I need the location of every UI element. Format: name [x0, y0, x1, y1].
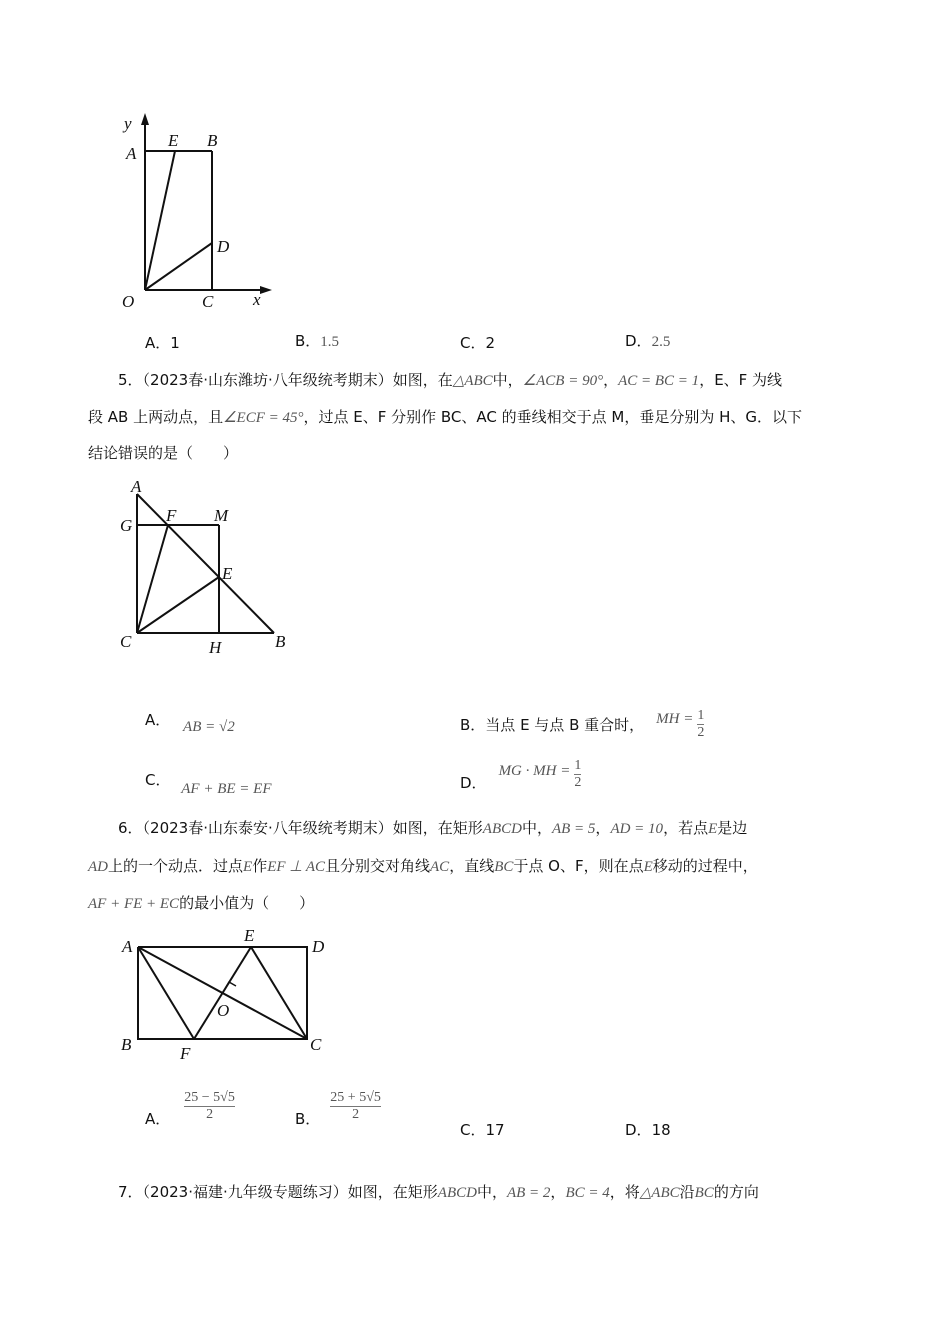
numerator: 1: [697, 708, 705, 723]
text: ，: [550, 1183, 566, 1201]
y-axis-arrow: [141, 113, 149, 125]
text: ，: [595, 819, 611, 837]
label-a: A: [126, 144, 137, 163]
math-lhs: MG · MH =: [498, 762, 571, 779]
text: 中，: [476, 1183, 507, 1201]
math-triangle: △ABC: [452, 373, 493, 389]
segment-od: [145, 243, 212, 290]
q5-option-a[interactable]: [145, 710, 235, 735]
question-number: 5．: [118, 371, 143, 389]
q4-option-b[interactable]: [295, 331, 339, 352]
figure-q4-coordinate-diagram: [100, 105, 300, 315]
q5-option-b[interactable]: [460, 708, 704, 741]
fraction: [574, 758, 581, 791]
figure-q5-triangle-diagram: [110, 475, 310, 660]
fraction: [330, 1090, 381, 1123]
label-y: y: [124, 114, 132, 133]
option-value: 2.5: [651, 334, 671, 350]
label-f: F: [180, 1044, 191, 1063]
numerator: 1: [574, 758, 582, 773]
option-value: 1: [170, 334, 180, 352]
q4-option-a[interactable]: [145, 333, 180, 353]
question-number: 6．: [118, 819, 143, 837]
fraction: [184, 1090, 235, 1123]
math-angle: ∠ACB = 90°: [522, 373, 604, 389]
label-g: G: [120, 516, 133, 535]
q6-line-1: [118, 818, 747, 839]
label-x: x: [253, 290, 261, 309]
math-rect: ABCD: [482, 821, 522, 837]
option-label: C．: [460, 334, 486, 352]
segment-af: [138, 947, 194, 1039]
segment-oe: [145, 151, 175, 290]
label-h: H: [209, 638, 222, 657]
math-lhs: MH =: [656, 710, 694, 727]
label-c: C: [310, 1035, 322, 1054]
math: BC: [494, 859, 514, 875]
math: AD: [88, 859, 108, 875]
option-label: C．: [145, 771, 171, 789]
label-b: B: [207, 131, 218, 150]
text: 结论错误的是（ ）: [88, 444, 239, 462]
text: 如图，在: [392, 371, 453, 389]
denominator: 2: [574, 775, 582, 790]
text: 是边: [717, 819, 748, 837]
label-m: M: [214, 506, 229, 525]
math: E: [243, 859, 253, 875]
label-b: B: [121, 1035, 132, 1054]
option-value: AF + BE = EF: [181, 781, 272, 797]
option-label: C．: [460, 1121, 486, 1139]
text: 沿: [679, 1183, 695, 1201]
text: ，: [603, 371, 619, 389]
option-value: 17: [485, 1121, 505, 1139]
question-source: （2023·福建·九年级专题练习）: [142, 1183, 348, 1201]
label-e: E: [222, 564, 233, 583]
math: EF ⊥ AC: [267, 859, 325, 875]
option-label: A．: [145, 1110, 171, 1128]
text: 如图，在矩形: [347, 1183, 438, 1201]
denominator: 2: [352, 1107, 360, 1122]
math-angle: ∠ECF = 45°: [223, 410, 304, 426]
option-label: B．: [295, 1110, 321, 1128]
text: 中，: [521, 819, 552, 837]
q5-line-1: [118, 370, 782, 391]
option-label: D．: [460, 773, 487, 792]
text: 且分别交对角线: [325, 857, 431, 875]
text: 上的一个动点．过点: [108, 857, 244, 875]
text: 如图，在矩形: [392, 819, 483, 837]
label-d: D: [312, 937, 325, 956]
q7-line-1: [118, 1182, 759, 1203]
math-ab: AB = 2: [506, 1185, 551, 1201]
text: ，E、F 为线: [699, 371, 783, 389]
math-e: E: [708, 821, 718, 837]
text: 移动的过程中，: [652, 857, 758, 875]
text: 于点 O、F，则在点: [513, 857, 644, 875]
math: AF + FE + EC: [88, 896, 180, 912]
q6-option-c[interactable]: [460, 1120, 505, 1140]
option-label: B．: [295, 332, 321, 350]
question-source: （2023春·山东泰安·八年级统考期末）: [142, 819, 393, 837]
option-label: A．: [145, 334, 171, 352]
option-label: D．: [625, 1121, 652, 1139]
text: ，过点 E、F 分别作 BC、AC 的垂线相交于点 M，垂足分别为 H、G．以下: [303, 408, 803, 426]
question-number: 7．: [118, 1183, 143, 1201]
option-label: A．: [145, 711, 171, 729]
label-o: O: [122, 292, 135, 311]
label-c: C: [120, 632, 132, 651]
text: 中，: [492, 371, 523, 389]
segment-ec: [251, 947, 307, 1039]
question-source: （2023春·山东潍坊·八年级统考期末）: [142, 371, 393, 389]
q6-line-2: [88, 856, 758, 877]
q5-option-d[interactable]: [460, 758, 581, 791]
label-e: E: [168, 131, 179, 150]
numerator: 25 − 5√5: [184, 1090, 235, 1105]
label-a: A: [122, 937, 133, 956]
text: ，将: [609, 1183, 640, 1201]
segment-cf: [137, 525, 168, 633]
text: ，直线: [449, 857, 495, 875]
option-value: 2: [485, 334, 496, 352]
q4-option-c[interactable]: [460, 333, 495, 353]
option-value: AB = √2: [183, 719, 235, 735]
q5-line-3: [88, 443, 238, 463]
option-label: B．: [460, 715, 486, 734]
label-c: C: [202, 292, 214, 311]
q6-line-3: [88, 893, 314, 914]
label-o: O: [217, 1001, 230, 1020]
math-rect: ABCD: [437, 1185, 477, 1201]
math-equation: AC = BC = 1: [618, 373, 700, 389]
math-ab: AB = 5: [551, 821, 596, 837]
option-label: D．: [625, 332, 652, 350]
text: ，若点: [663, 819, 709, 837]
q5-line-2: [88, 407, 802, 428]
q5-option-c[interactable]: [145, 770, 272, 797]
denominator: 2: [206, 1107, 214, 1122]
label-b: B: [275, 632, 286, 651]
math-triangle: △ABC: [639, 1185, 680, 1201]
q6-option-a[interactable]: [145, 1090, 235, 1129]
option-text: 当点 E 与点 B 重合时，: [485, 715, 645, 734]
math-bc: BC: [694, 1185, 714, 1201]
math-ad: AD = 10: [610, 821, 664, 837]
q6-option-d[interactable]: [625, 1120, 671, 1140]
option-value: 1.5: [320, 334, 340, 350]
math-bc: BC = 4: [565, 1185, 610, 1201]
q4-option-d[interactable]: [625, 331, 670, 352]
segment-fe: [194, 947, 251, 1039]
text: 段 AB 上两动点，且: [88, 408, 224, 426]
label-e: E: [244, 926, 255, 945]
q6-option-b[interactable]: [295, 1090, 381, 1129]
denominator: 2: [697, 725, 705, 740]
math: AC: [430, 859, 450, 875]
text: 作: [252, 857, 268, 875]
label-a: A: [131, 477, 142, 496]
label-f: F: [166, 506, 177, 525]
label-d: D: [217, 237, 230, 256]
figure-q6-rectangle-diagram: [110, 920, 340, 1065]
numerator: 25 + 5√5: [330, 1090, 381, 1105]
segment-ce: [137, 577, 219, 633]
fraction: [697, 708, 704, 741]
x-axis-arrow: [260, 286, 272, 294]
math: E: [643, 859, 653, 875]
text: 的最小值为（ ）: [179, 894, 315, 912]
text: 的方向: [713, 1183, 759, 1201]
option-value: 18: [651, 1121, 671, 1139]
